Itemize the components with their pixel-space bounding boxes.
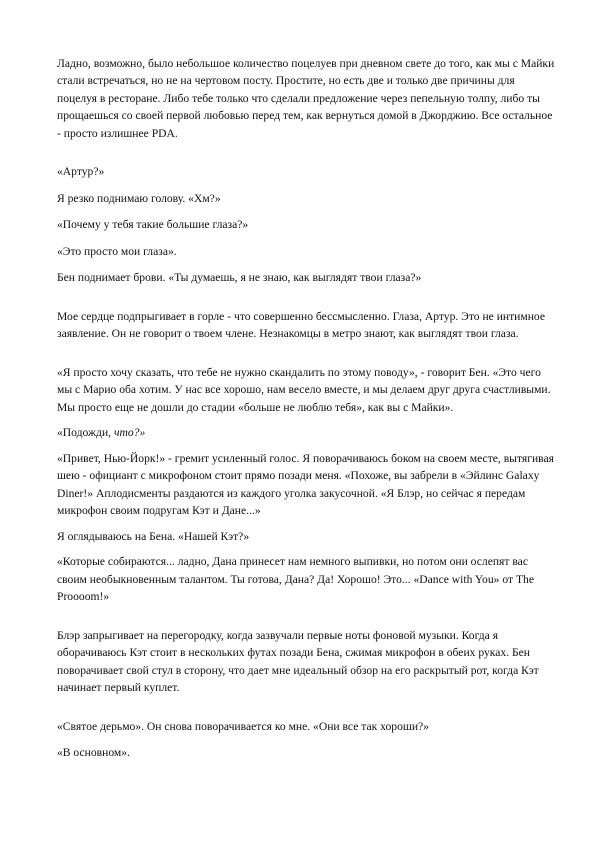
paragraph-announcement: «Которые собираются... ладно, Дана принесет нам немного выпивки, но потом они ослепят вас своим необыкновенным талантом. Ты готова, Дана? Да! Хорошо! Это... «Dance with You» от The Proooom!» [57, 555, 534, 604]
dialogue-line: «Это просто мои глаза». [57, 244, 177, 258]
document-page [57, 55, 557, 762]
paragraph-ben-speech: «Я просто хочу сказать, что тебе не нужно скандалить по этому поводу», - говорит Бен. «Это чего мы с Марио оба хотим. У нас все хорошо, нам весело вместе, и мы делаем друг друга счастливыми. Мы просто еще не дошли до стадии «больше не люблю тебя», как вы с Майки». [57, 365, 551, 414]
paragraph-blair: Блэр запрыгивает на перегородку, когда зазвучали первые ноты фоновой музыки. Когда я оборачиваюсь Кэт стоит в нескольких футах позади Бена, сжимая микрофон в обеих руках. Бен поворачивает свой стул в сторону, что дает мне идеальный обзор на его раскрытый рот, когда Кэт начинает первый куплет. [57, 628, 539, 695]
wait-emphasis: что?» [113, 426, 146, 440]
dialogue-line: «Артур?» [57, 165, 105, 179]
dialogue-line: Я оглядываюсь на Бена. «Нашей Кэт?» [57, 529, 250, 543]
paragraph-heart: Мое сердце подпрыгивает в горле - что совершенно бессмысленно. Глаза, Артур. Это не интимное заявление. Он не говорит о твоем члене. Незнакомцы в метро знают, как выглядят твои глаза. [57, 309, 546, 341]
wait-prefix: «Подожди, [57, 426, 114, 440]
dialogue-line-wait [57, 424, 557, 442]
dialogue-line: Бен поднимает брови. «Ты думаешь, я не знаю, как выглядят твои глаза?» [57, 271, 422, 285]
dialogue-line: «Почему у тебя такие большие глаза?» [57, 218, 249, 232]
dialogue-line: «Святое дерьмо». Он снова поворачивается ко мне. «Они все так хороши?» [57, 719, 429, 733]
paragraph-intro: Ладно, возможно, было небольшое количество поцелуев при дневном свете до того, как мы с Майки стали встречаться, но не на чертовом посту. Простите, но есть две и только две причины для поцелуя в ресторане. Либо тебе только что сделали предложение через пепельную толпу, либо ты прощаешься со своей первой любовью перед тем, как вернуться домой в Джорджию. Все остальное - просто излишнее PDA. [57, 57, 555, 140]
dialogue-line: Я резко поднимаю голову. «Хм?» [57, 191, 221, 205]
paragraph-hello-ny: «Привет, Нью-Йорк!» - гремит усиленный голос. Я поворачиваюсь боком на своем месте, вытягивая шею - официант с микрофоном стоит прямо позади меня. «Похоже, вы забрели в «Эйлинс Galaxy Diner!» Аплодисменты раздаются из каждого уголка закусочной. «Я Блэр, но сейчас я передам микрофон своим подругам Кэт и Дане...» [57, 451, 554, 518]
dialogue-line: «В основном». [57, 746, 130, 760]
